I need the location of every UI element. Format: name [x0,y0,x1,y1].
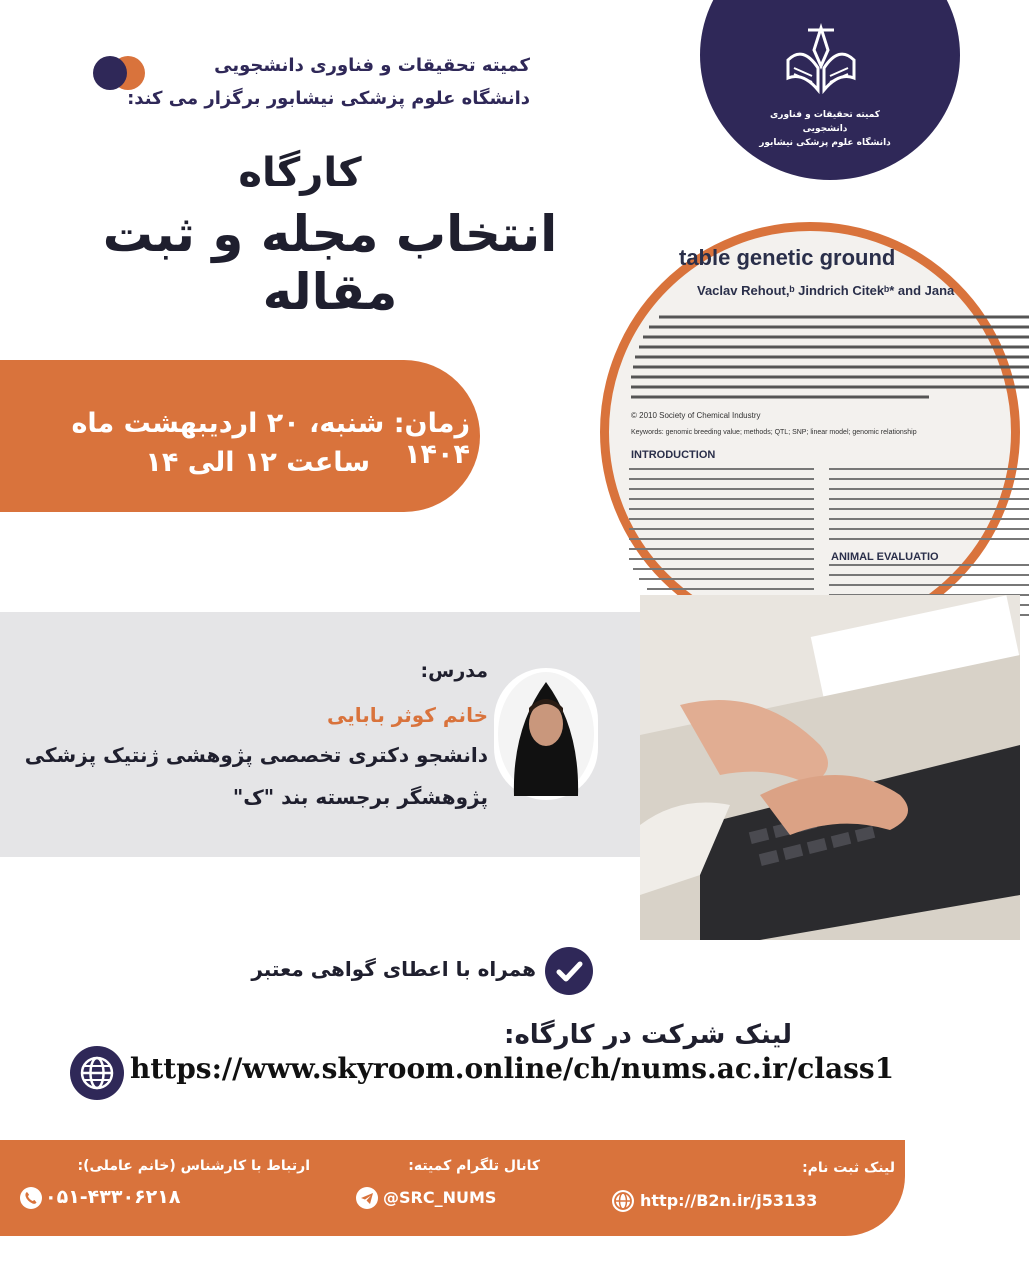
phone-icon [20,1187,42,1209]
instructor-portrait [494,668,598,800]
contact-label: ارتباط با کارشناس (خانم عاملی): [77,1158,310,1174]
paper-abstract-lines [629,311,1029,411]
organizer-line1: کمیته تحقیقات و فناوری دانشجویی [214,55,530,76]
instructor-distinction: پژوهشگر برجسته بند "ک" [232,785,488,809]
logo-caption-line1: کمیته تحقیقات و فناوری دانشجویی [770,110,880,134]
paper-headline: table genetic ground [679,245,896,270]
organizer-line2: دانشگاه علوم پزشکی نیشابور برگزار می کند: [127,88,530,109]
join-link-url[interactable]: https://www.skyroom.online/ch/nums.ac.ir/class1 [130,1052,895,1085]
workshop-label: کارگاه [238,150,362,196]
telegram-label: کانال تلگرام کمیته: [408,1158,540,1174]
decorative-dots-icon [92,55,152,91]
typing-photo [640,595,1020,940]
paper-authors: Vaclav Rehout,ᵇ Jindrich Citekᵇ* and Jana [697,283,955,298]
globe-icon [70,1046,124,1100]
paper-keywords: Keywords: genomic breeding value; methods; QTL; SNP; linear model; genomic relationship [631,429,917,436]
check-icon [545,947,593,995]
time-date: زمان: شنبه، ۲۰ اردیبهشت ماه ۱۴۰۴ [71,408,470,470]
instructor-avatar [494,668,598,800]
join-link-label: لینک شرکت در کارگاه: [504,1020,792,1050]
instructor-role: دانشجو دکتری تخصصی پژوهشی ژنتیک پزشکی [24,743,488,767]
pen-crest-logo-icon [778,20,864,106]
telegram-icon [356,1187,378,1209]
logo-caption-line2: دانشگاه علوم پزشکی نیشابور [759,138,891,148]
typing-photo-illustration [640,595,1020,940]
instructor-label: مدرس: [420,660,488,682]
paper-eval-heading: ANIMAL EVALUATIO [831,551,939,563]
contact-phone[interactable]: ۰۵۱-۴۳۳۰۶۲۱۸ [45,1186,181,1208]
workshop-title: انتخاب مجله و ثبت مقاله [102,205,558,321]
paper-intro-heading: INTRODUCTION [631,449,716,461]
paper-copyright: © 2010 Society of Chemical Industry [631,411,761,420]
paper-image [600,222,1020,642]
register-label: لینک ثبت نام: [802,1160,895,1176]
register-link[interactable]: http://B2n.ir/j53133 [640,1191,818,1210]
time-hours: ساعت ۱۲ الی ۱۴ [145,447,370,478]
globe-icon [612,1190,634,1212]
instructor-name: خانم کوثر بابایی [327,703,488,727]
certificate-note: همراه با اعطای گواهی معتبر [251,957,536,981]
telegram-handle[interactable]: @SRC_NUMS [383,1188,497,1207]
logo-caption [750,108,900,150]
